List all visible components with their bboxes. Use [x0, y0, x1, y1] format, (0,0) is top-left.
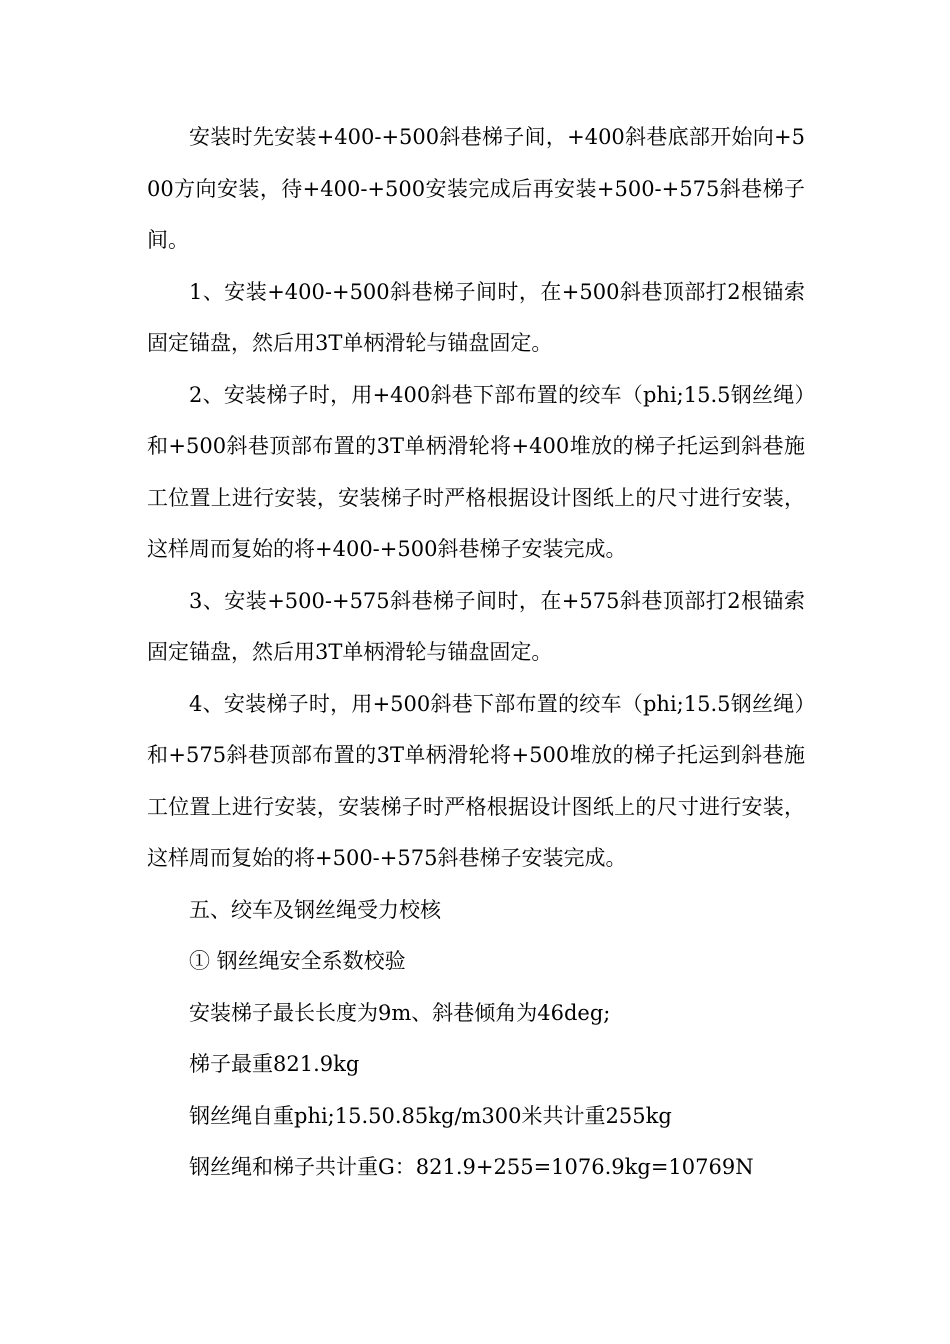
paragraph-step-1: 1、安装+400-+500斜巷梯子间时，在+500斜巷顶部打2根锚索固定锚盘，然后用3T单柄滑轮与锚盘固定。 [147, 279, 805, 355]
paragraph-rope-weight: 钢丝绳自重phi;15.50.85kg/m300米共计重255kg [189, 1103, 672, 1128]
paragraph-step-4: 4、安装梯子时，用+500斜巷下部布置的绞车（phi;15.5钢丝绳）和+575斜巷顶部布置的3T单柄滑轮将+500堆放的梯子托运到斜巷施工位置上进行安装，安装梯子时严格根据设计图纸上的尺寸进行安装，这样周而复始的将+500-+575斜巷梯子安装完成。 [147, 691, 805, 870]
paragraph-ladder-weight: 梯子最重821.9kg [189, 1052, 360, 1076]
subsection-heading-1: ① 钢丝绳安全系数校验 [189, 949, 406, 973]
document-body [147, 112, 805, 1194]
paragraph-step-3: 3、安装+500-+575斜巷梯子间时，在+575斜巷顶部打2根锚索固定锚盘，然后用3T单柄滑轮与锚盘固定。 [147, 588, 805, 664]
paragraph-ladder-length: 安装梯子最长长度为9m、斜巷倾角为46deg; [189, 1000, 611, 1025]
paragraph-step-2: 2、安装梯子时，用+400斜巷下部布置的绞车（phi;15.5钢丝绳）和+500斜巷顶部布置的3T单柄滑轮将+400堆放的梯子托运到斜巷施工位置上进行安装，安装梯子时严格根据设计图纸上的尺寸进行安装，这样周而复始的将+400-+500斜巷梯子安装完成。 [147, 382, 805, 561]
paragraph-intro: 安装时先安装+400-+500斜巷梯子间，+400斜巷底部开始向+500方向安装，待+400-+500安装完成后再安装+500-+575斜巷梯子间。 [147, 125, 805, 252]
paragraph-total-weight: 钢丝绳和梯子共计重G：821.9+255=1076.9kg=10769N [189, 1155, 754, 1179]
section-heading-5: 五、绞车及钢丝绳受力校核 [189, 897, 441, 922]
